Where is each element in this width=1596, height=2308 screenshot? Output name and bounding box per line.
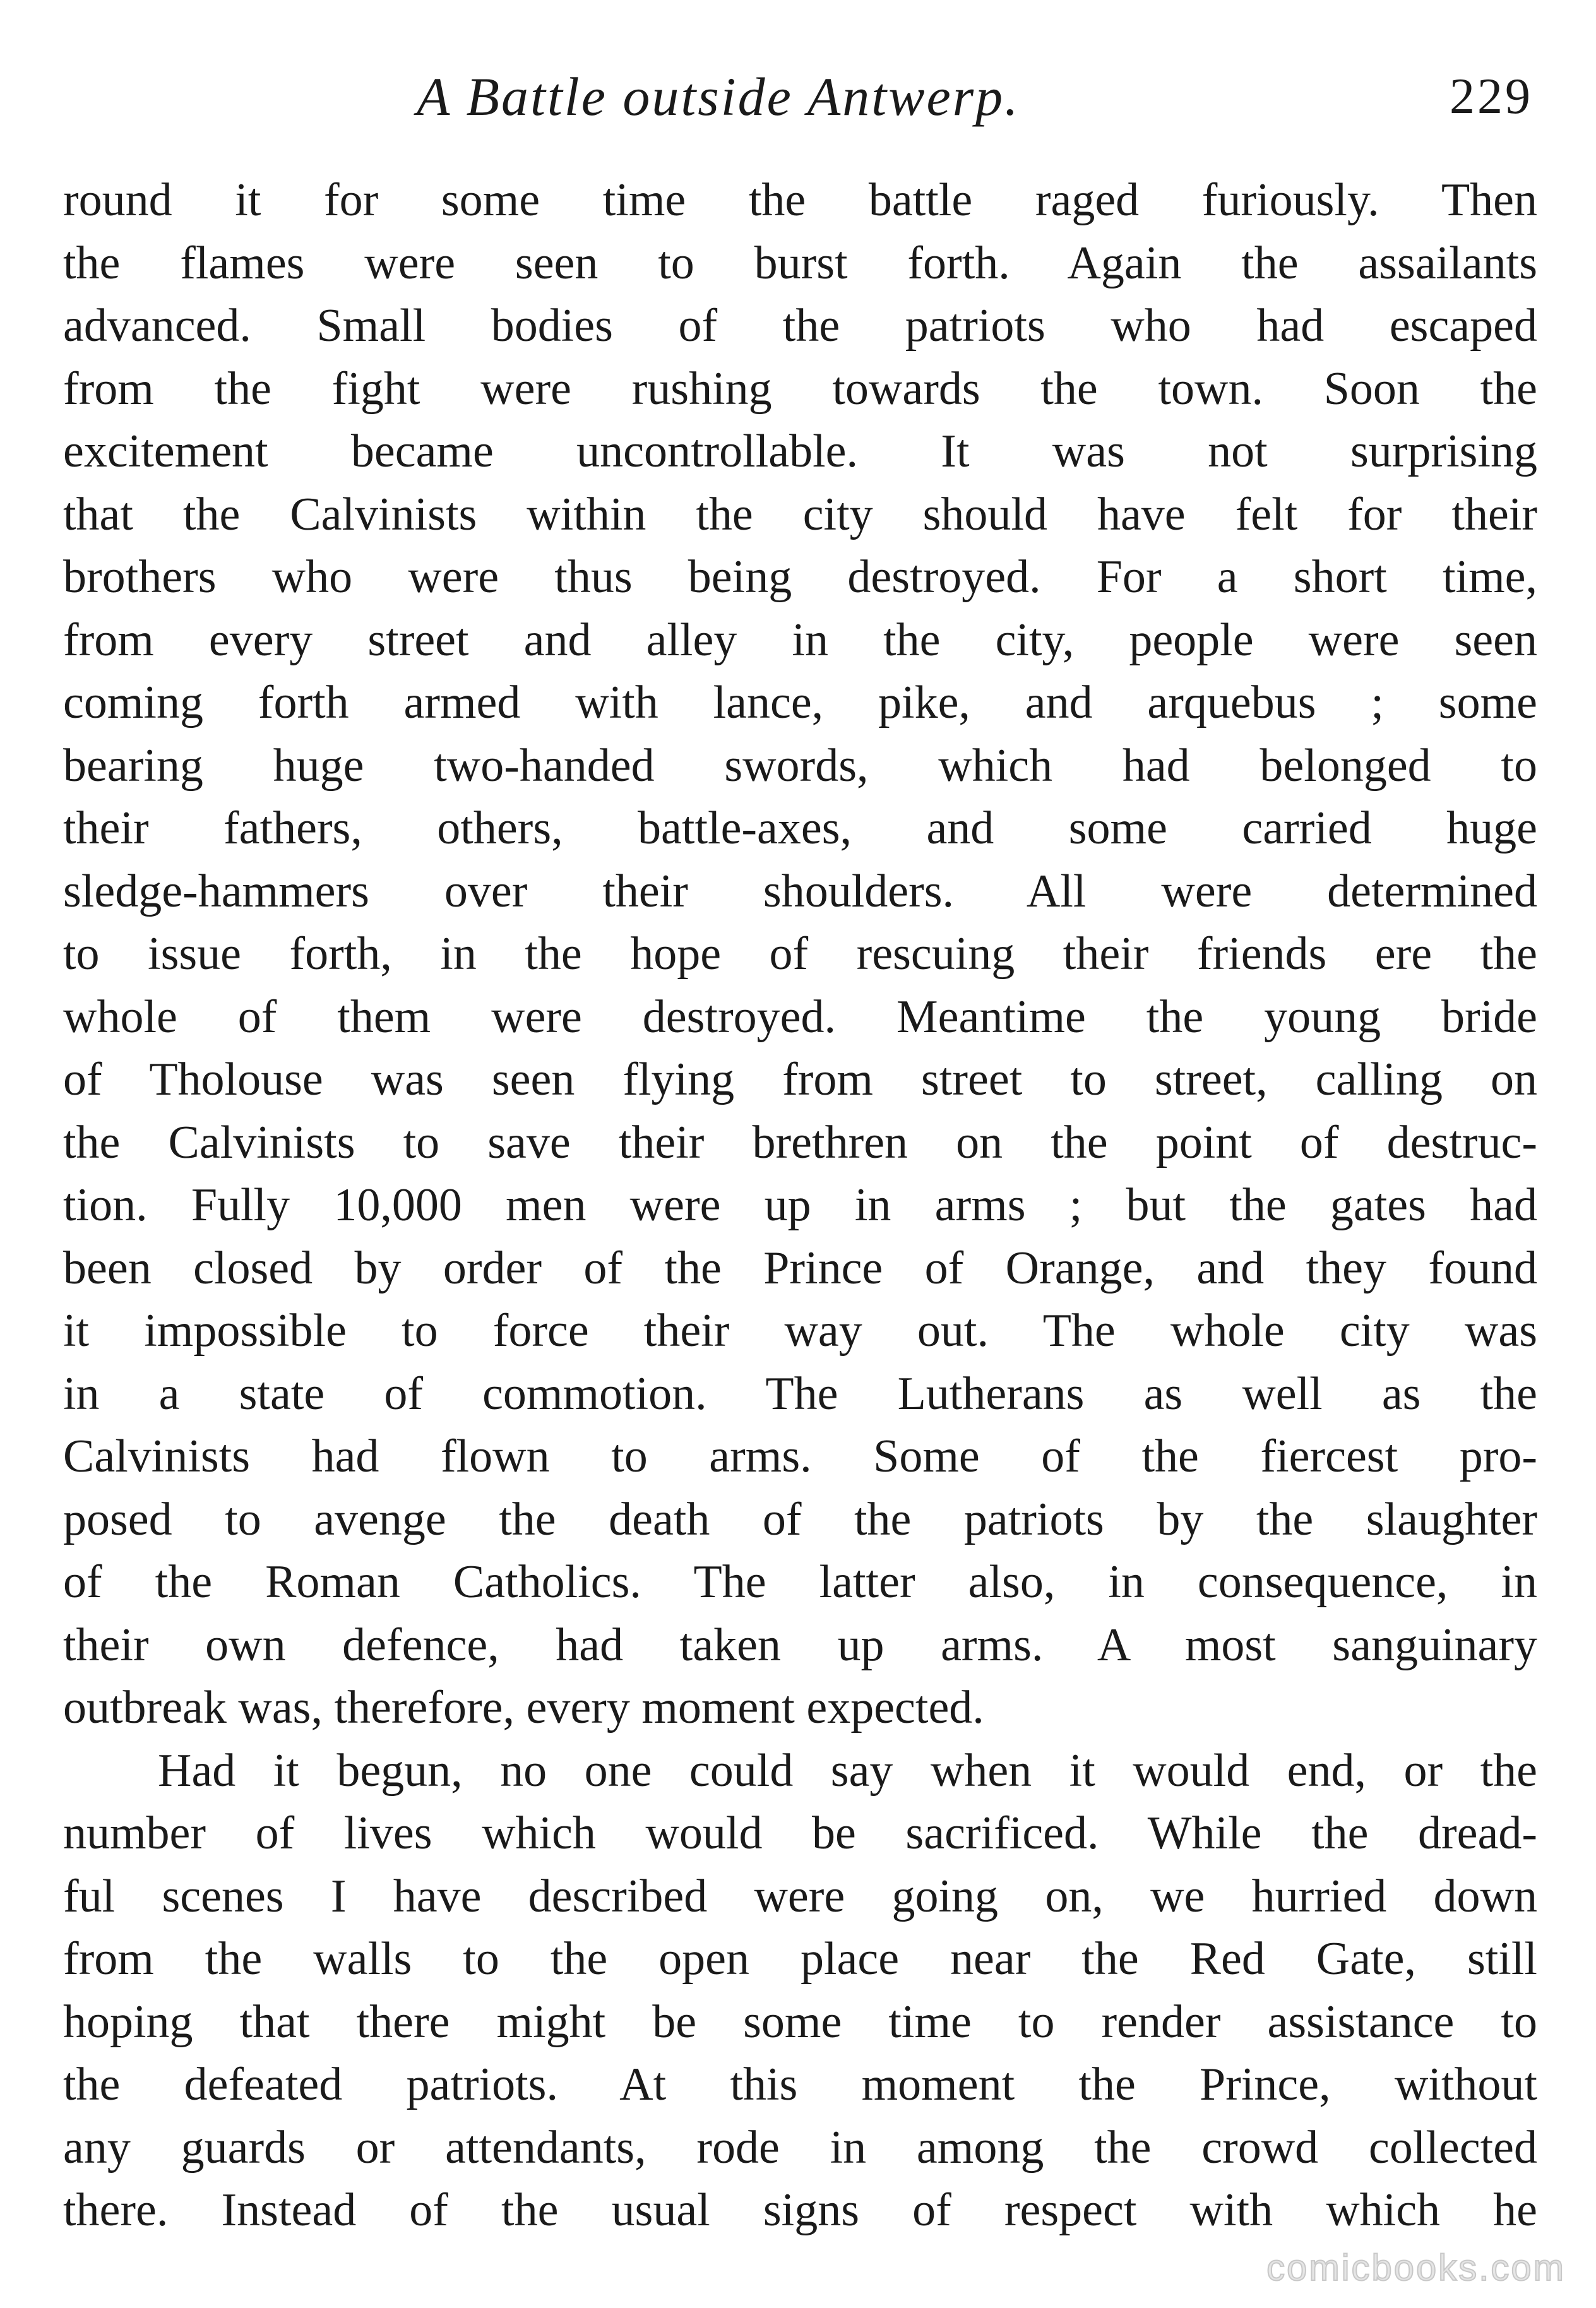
text-line: bearing huge two-handed swords, which had belonged to [63,739,1537,792]
text-line: brothers who were thus being destroyed. For a short time, [63,551,1537,603]
text-line: been closed by order of the Prince of Orange, and they found [63,1242,1537,1294]
page-number: 229 [1450,69,1533,124]
text-line: posed to avenge the death of the patriots by the slaughter [63,1493,1537,1545]
text-line: round it for some time the battle raged furiously. Then [63,174,1537,226]
text-line: from the fight were rushing towards the town. Soon the [63,362,1537,415]
text-line: excitement became uncontrollable. It was not surprising [63,425,1537,477]
text-line: of the Roman Catholics. The latter also, in consequence, in [63,1556,1537,1608]
running-title: A Battle outside Antwerp. [417,66,1020,127]
text-line: coming forth armed with lance, pike, and arquebus ; some [63,677,1537,729]
text-line: the defeated patriots. At this moment the Prince, without [63,2059,1537,2110]
text-line: whole of them were destroyed. Meantime the young bride [63,990,1537,1043]
text-line: Calvinists had flown to arms. Some of the fiercest pro- [63,1431,1537,1482]
text-line: any guards or attendants, rode in among the crowd collected [63,2121,1537,2174]
text-line: the Calvinists to save their brethren on the point of destruc- [63,1116,1537,1169]
text-line: of Tholouse was seen flying from street to street, calling on [63,1054,1537,1105]
body-text [63,169,1537,2242]
text-line: their fathers, others, battle-axes, and some carried huge [63,802,1537,854]
watermark: comicbooks.com [1266,2247,1566,2288]
text-line: Had it begun, no one could say when it would end, or the [158,1744,1537,1797]
text-line: number of lives which would be sacrificed. While the dread- [63,1807,1537,1859]
text-line: it impossible to force their way out. The whole city was [63,1305,1537,1357]
text-line: ful scenes I have described were going on, we hurried down [63,1870,1537,1922]
text-line: sledge-hammers over their shoulders. All were determined [63,865,1537,917]
text-line: advanced. Small bodies of the patriots who had escaped [63,300,1537,352]
text-line: in a state of commotion. The Lutherans as well as the [63,1367,1537,1420]
text-line: outbreak was, therefore, every moment expected. [63,1682,984,1734]
running-header [0,68,1596,125]
text-line: tion. Fully 10,000 men were up in arms ; but the gates had [63,1179,1537,1231]
text-line: from the walls to the open place near the Red Gate, still [63,1933,1537,1985]
text-line: the flames were seen to burst forth. Again the assailants [63,237,1537,289]
text-line: that the Calvinists within the city should have felt for their [63,488,1537,540]
text-line: their own defence, had taken up arms. A most sanguinary [63,1619,1537,1671]
text-line: to issue forth, in the hope of rescuing their friends ere the [63,928,1537,980]
text-line: hoping that there might be some time to render assistance to [63,1996,1537,2048]
text-line: from every street and alley in the city, people were seen [63,614,1537,666]
text-line: there. Instead of the usual signs of respect with which he [63,2184,1537,2236]
